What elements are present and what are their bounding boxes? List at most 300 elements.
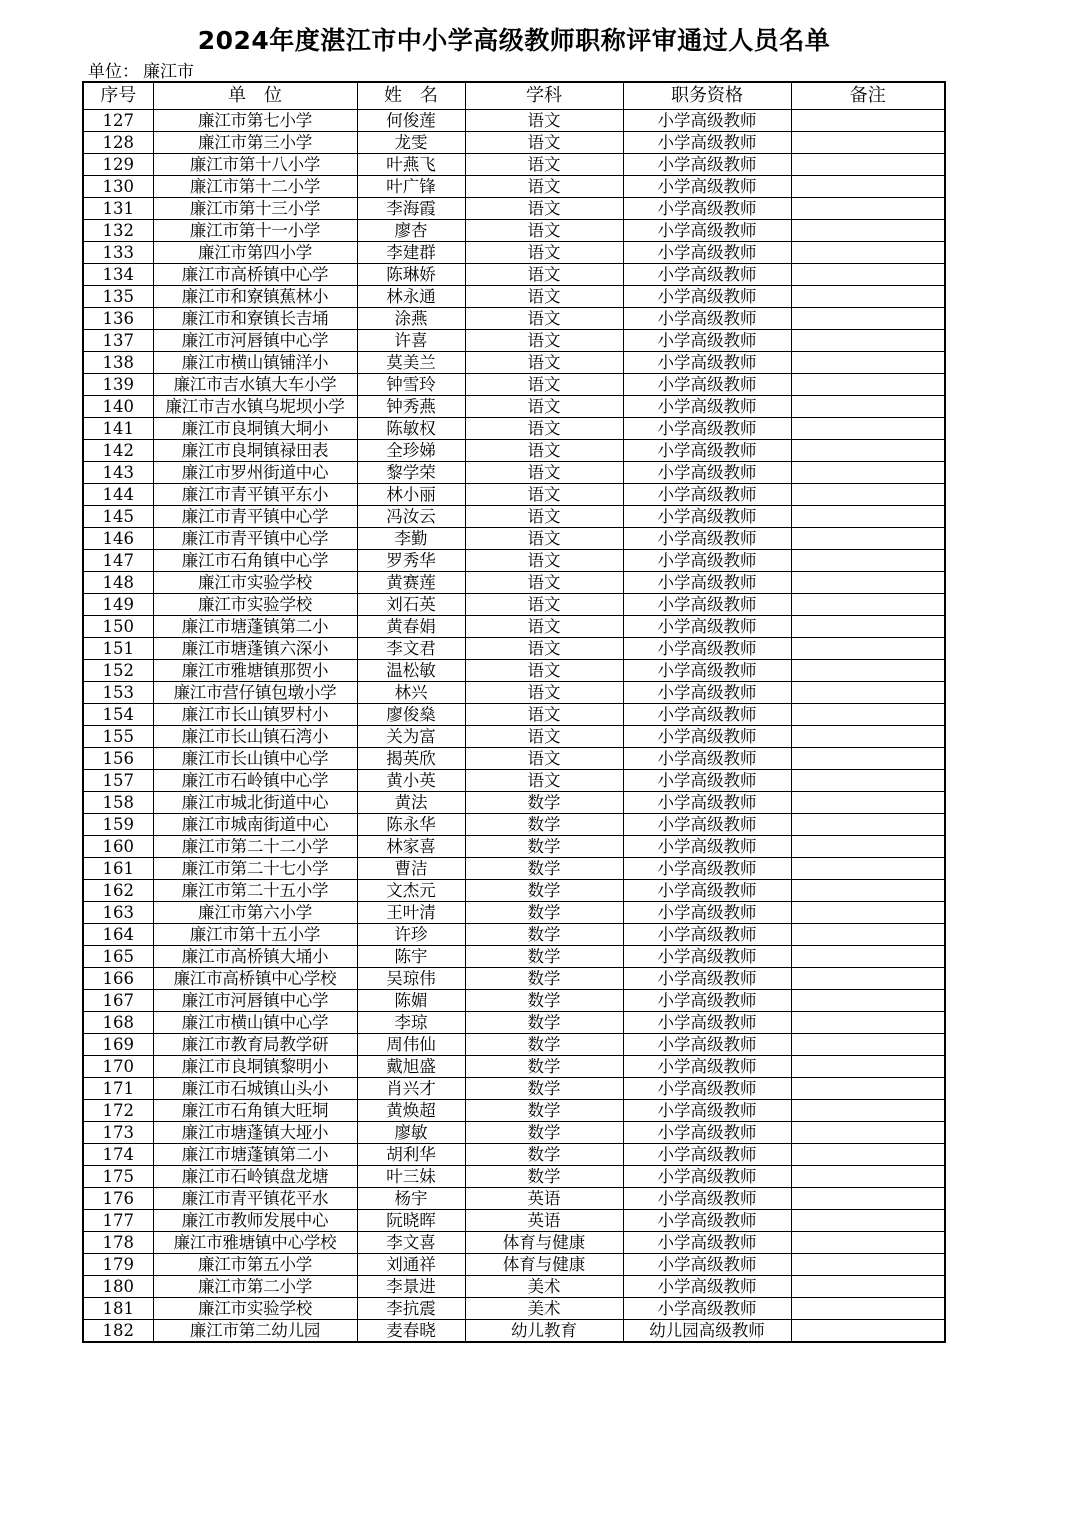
cell-qualification: 小学高级教师 (623, 550, 791, 572)
cell-remarks (791, 1320, 945, 1343)
cell-subject: 数学 (465, 1012, 623, 1034)
cell-remarks (791, 748, 945, 770)
table-row (83, 748, 945, 770)
cell-unit: 廉江市第十二小学 (153, 176, 357, 198)
table-row (83, 418, 945, 440)
table-row (83, 1210, 945, 1232)
table-row (83, 330, 945, 352)
cell-subject: 体育与健康 (465, 1232, 623, 1254)
cell-qualification: 小学高级教师 (623, 528, 791, 550)
cell-name: 温松敏 (357, 660, 465, 682)
cell-qualification: 小学高级教师 (623, 1166, 791, 1188)
cell-subject: 语文 (465, 242, 623, 264)
cell-unit: 廉江市城南街道中心 (153, 814, 357, 836)
cell-subject: 语文 (465, 616, 623, 638)
cell-qualification: 小学高级教师 (623, 858, 791, 880)
table-row (83, 132, 945, 154)
cell-remarks (791, 1188, 945, 1210)
cell-subject: 语文 (465, 770, 623, 792)
table-row (83, 792, 945, 814)
table-row (83, 198, 945, 220)
cell-qualification: 小学高级教师 (623, 946, 791, 968)
table-row (83, 594, 945, 616)
table-row (83, 396, 945, 418)
cell-unit: 廉江市教育局教学研 (153, 1034, 357, 1056)
cell-seq: 150 (83, 616, 153, 638)
cell-name: 黄小英 (357, 770, 465, 792)
cell-subject: 语文 (465, 286, 623, 308)
cell-unit: 廉江市塘蓬镇第二小 (153, 616, 357, 638)
cell-seq: 155 (83, 726, 153, 748)
roster-body (83, 110, 945, 1343)
cell-qualification: 小学高级教师 (623, 660, 791, 682)
cell-name: 叶燕飞 (357, 154, 465, 176)
cell-qualification: 小学高级教师 (623, 968, 791, 990)
cell-remarks (791, 462, 945, 484)
cell-name: 龙雯 (357, 132, 465, 154)
cell-seq: 171 (83, 1078, 153, 1100)
cell-name: 黄焕超 (357, 1100, 465, 1122)
cell-subject: 语文 (465, 264, 623, 286)
cell-qualification: 小学高级教师 (623, 726, 791, 748)
cell-qualification: 小学高级教师 (623, 902, 791, 924)
cell-subject: 语文 (465, 198, 623, 220)
cell-subject: 数学 (465, 880, 623, 902)
cell-name: 林小丽 (357, 484, 465, 506)
table-row (83, 638, 945, 660)
cell-unit: 廉江市吉水镇乌坭坝小学 (153, 396, 357, 418)
cell-seq: 141 (83, 418, 153, 440)
cell-qualification: 小学高级教师 (623, 1012, 791, 1034)
cell-unit: 廉江市第十一小学 (153, 220, 357, 242)
cell-seq: 174 (83, 1144, 153, 1166)
cell-unit: 廉江市实验学校 (153, 572, 357, 594)
cell-subject: 语文 (465, 374, 623, 396)
cell-unit: 廉江市第四小学 (153, 242, 357, 264)
table-row (83, 286, 945, 308)
cell-seq: 161 (83, 858, 153, 880)
cell-seq: 132 (83, 220, 153, 242)
cell-remarks (791, 440, 945, 462)
cell-subject: 数学 (465, 1100, 623, 1122)
table-row (83, 1100, 945, 1122)
cell-unit: 廉江市高桥镇中心学 (153, 264, 357, 286)
cell-seq: 165 (83, 946, 153, 968)
cell-qualification: 小学高级教师 (623, 1188, 791, 1210)
table-row (83, 858, 945, 880)
cell-seq: 168 (83, 1012, 153, 1034)
cell-name: 廖杏 (357, 220, 465, 242)
cell-name: 王叶清 (357, 902, 465, 924)
cell-qualification: 小学高级教师 (623, 286, 791, 308)
cell-subject: 语文 (465, 418, 623, 440)
table-row (83, 814, 945, 836)
cell-qualification: 小学高级教师 (623, 330, 791, 352)
cell-seq: 156 (83, 748, 153, 770)
cell-remarks (791, 1100, 945, 1122)
cell-name: 吴琼伟 (357, 968, 465, 990)
cell-unit: 廉江市青平镇平东小 (153, 484, 357, 506)
cell-remarks (791, 902, 945, 924)
cell-unit: 廉江市实验学校 (153, 1298, 357, 1320)
cell-seq: 134 (83, 264, 153, 286)
cell-subject: 语文 (465, 440, 623, 462)
cell-unit: 廉江市良垌镇黎明小 (153, 1056, 357, 1078)
cell-seq: 162 (83, 880, 153, 902)
cell-seq: 128 (83, 132, 153, 154)
unit-label: 单位： (88, 62, 139, 82)
cell-remarks (791, 924, 945, 946)
cell-unit: 廉江市横山镇铺洋小 (153, 352, 357, 374)
cell-subject: 语文 (465, 726, 623, 748)
table-row (83, 1232, 945, 1254)
cell-subject: 语文 (465, 308, 623, 330)
cell-remarks (791, 506, 945, 528)
cell-seq: 163 (83, 902, 153, 924)
cell-qualification: 小学高级教师 (623, 154, 791, 176)
cell-name: 李文喜 (357, 1232, 465, 1254)
unit-line (88, 62, 194, 82)
table-row (83, 1122, 945, 1144)
cell-qualification: 小学高级教师 (623, 374, 791, 396)
cell-qualification: 小学高级教师 (623, 572, 791, 594)
cell-name: 叶三妹 (357, 1166, 465, 1188)
cell-remarks (791, 528, 945, 550)
cell-seq: 131 (83, 198, 153, 220)
cell-name: 陈宇 (357, 946, 465, 968)
cell-remarks (791, 308, 945, 330)
cell-name: 全珍娣 (357, 440, 465, 462)
cell-seq: 137 (83, 330, 153, 352)
cell-remarks (791, 242, 945, 264)
cell-qualification: 小学高级教师 (623, 924, 791, 946)
cell-qualification: 小学高级教师 (623, 594, 791, 616)
cell-qualification: 小学高级教师 (623, 220, 791, 242)
cell-subject: 语文 (465, 660, 623, 682)
cell-qualification: 小学高级教师 (623, 506, 791, 528)
cell-unit: 廉江市长山镇中心学 (153, 748, 357, 770)
cell-name: 莫美兰 (357, 352, 465, 374)
cell-name: 李抗震 (357, 1298, 465, 1320)
cell-qualification: 小学高级教师 (623, 418, 791, 440)
header-unit: 单 位 (153, 82, 357, 110)
cell-qualification: 小学高级教师 (623, 110, 791, 132)
cell-remarks (791, 198, 945, 220)
cell-unit: 廉江市第六小学 (153, 902, 357, 924)
table-row (83, 1320, 945, 1343)
cell-unit: 廉江市第三小学 (153, 132, 357, 154)
cell-name: 文杰元 (357, 880, 465, 902)
cell-seq: 139 (83, 374, 153, 396)
cell-seq: 167 (83, 990, 153, 1012)
cell-name: 揭英欣 (357, 748, 465, 770)
cell-seq: 143 (83, 462, 153, 484)
cell-unit: 廉江市横山镇中心学 (153, 1012, 357, 1034)
cell-remarks (791, 550, 945, 572)
cell-unit: 廉江市良垌镇大垌小 (153, 418, 357, 440)
cell-name: 许喜 (357, 330, 465, 352)
cell-remarks (791, 352, 945, 374)
cell-subject: 语文 (465, 110, 623, 132)
cell-subject: 语文 (465, 220, 623, 242)
cell-name: 刘通祥 (357, 1254, 465, 1276)
cell-unit: 廉江市塘蓬镇六深小 (153, 638, 357, 660)
cell-name: 陈琳娇 (357, 264, 465, 286)
cell-qualification: 小学高级教师 (623, 308, 791, 330)
cell-subject: 数学 (465, 902, 623, 924)
cell-unit: 廉江市第十五小学 (153, 924, 357, 946)
cell-remarks (791, 484, 945, 506)
cell-subject: 语文 (465, 638, 623, 660)
cell-unit: 廉江市第二幼儿园 (153, 1320, 357, 1343)
cell-subject: 语文 (465, 550, 623, 572)
cell-qualification: 小学高级教师 (623, 1276, 791, 1298)
table-row (83, 1166, 945, 1188)
cell-name: 刘石英 (357, 594, 465, 616)
table-row (83, 528, 945, 550)
cell-seq: 180 (83, 1276, 153, 1298)
cell-seq: 164 (83, 924, 153, 946)
cell-remarks (791, 814, 945, 836)
cell-qualification: 小学高级教师 (623, 880, 791, 902)
cell-unit: 廉江市吉水镇大车小学 (153, 374, 357, 396)
cell-seq: 136 (83, 308, 153, 330)
cell-subject: 数学 (465, 814, 623, 836)
cell-unit: 廉江市石角镇大旺垌 (153, 1100, 357, 1122)
cell-qualification: 小学高级教师 (623, 682, 791, 704)
cell-remarks (791, 396, 945, 418)
cell-seq: 153 (83, 682, 153, 704)
cell-seq: 157 (83, 770, 153, 792)
cell-qualification: 幼儿园高级教师 (623, 1320, 791, 1343)
document-title: 2024年度湛江市中小学高级教师职称评审通过人员名单 (197, 26, 831, 55)
table-row (83, 1056, 945, 1078)
cell-subject: 数学 (465, 1122, 623, 1144)
cell-name: 李琼 (357, 1012, 465, 1034)
cell-seq: 158 (83, 792, 153, 814)
cell-unit: 廉江市河唇镇中心学 (153, 330, 357, 352)
cell-name: 钟雪玲 (357, 374, 465, 396)
cell-remarks (791, 110, 945, 132)
table-row (83, 902, 945, 924)
table-row (83, 990, 945, 1012)
cell-qualification: 小学高级教师 (623, 1034, 791, 1056)
table-row (83, 550, 945, 572)
cell-remarks (791, 264, 945, 286)
cell-name: 涂燕 (357, 308, 465, 330)
cell-subject: 语文 (465, 396, 623, 418)
cell-subject: 美术 (465, 1298, 623, 1320)
table-row (83, 506, 945, 528)
cell-name: 黄法 (357, 792, 465, 814)
cell-remarks (791, 968, 945, 990)
cell-name: 杨宇 (357, 1188, 465, 1210)
cell-qualification: 小学高级教师 (623, 1254, 791, 1276)
cell-seq: 130 (83, 176, 153, 198)
cell-unit: 廉江市青平镇中心学 (153, 528, 357, 550)
cell-qualification: 小学高级教师 (623, 198, 791, 220)
cell-qualification: 小学高级教师 (623, 352, 791, 374)
cell-seq: 146 (83, 528, 153, 550)
table-row (83, 1034, 945, 1056)
cell-qualification: 小学高级教师 (623, 616, 791, 638)
header-qualification: 职务资格 (623, 82, 791, 110)
cell-remarks (791, 572, 945, 594)
cell-seq: 142 (83, 440, 153, 462)
cell-qualification: 小学高级教师 (623, 440, 791, 462)
cell-seq: 169 (83, 1034, 153, 1056)
cell-subject: 数学 (465, 924, 623, 946)
cell-subject: 语文 (465, 506, 623, 528)
cell-name: 钟秀燕 (357, 396, 465, 418)
cell-seq: 133 (83, 242, 153, 264)
cell-qualification: 小学高级教师 (623, 1078, 791, 1100)
table-row (83, 176, 945, 198)
cell-qualification: 小学高级教师 (623, 836, 791, 858)
table-row (83, 1276, 945, 1298)
cell-unit: 廉江市第十八小学 (153, 154, 357, 176)
cell-seq: 179 (83, 1254, 153, 1276)
cell-seq: 147 (83, 550, 153, 572)
table-row (83, 770, 945, 792)
cell-seq: 172 (83, 1100, 153, 1122)
cell-remarks (791, 836, 945, 858)
cell-unit: 廉江市雅塘镇中心学校 (153, 1232, 357, 1254)
cell-name: 李建群 (357, 242, 465, 264)
cell-seq: 145 (83, 506, 153, 528)
cell-unit: 廉江市青平镇花平水 (153, 1188, 357, 1210)
cell-name: 李文君 (357, 638, 465, 660)
cell-seq: 159 (83, 814, 153, 836)
cell-name: 李海霞 (357, 198, 465, 220)
cell-subject: 数学 (465, 858, 623, 880)
cell-qualification: 小学高级教师 (623, 990, 791, 1012)
cell-seq: 148 (83, 572, 153, 594)
cell-name: 胡利华 (357, 1144, 465, 1166)
header-subject: 学科 (465, 82, 623, 110)
cell-remarks (791, 858, 945, 880)
unit-value: 廉江市 (143, 62, 194, 82)
cell-subject: 英语 (465, 1188, 623, 1210)
table-row (83, 1188, 945, 1210)
header-name: 姓 名 (357, 82, 465, 110)
table-row (83, 1012, 945, 1034)
cell-remarks (791, 1298, 945, 1320)
cell-unit: 廉江市石城镇山头小 (153, 1078, 357, 1100)
table-row (83, 704, 945, 726)
cell-qualification: 小学高级教师 (623, 770, 791, 792)
cell-name: 周伟仙 (357, 1034, 465, 1056)
cell-seq: 135 (83, 286, 153, 308)
table-row (83, 440, 945, 462)
cell-unit: 廉江市罗州街道中心 (153, 462, 357, 484)
roster-table (82, 81, 946, 1343)
table-row (83, 242, 945, 264)
table-row (83, 220, 945, 242)
cell-subject: 语文 (465, 132, 623, 154)
table-row (83, 484, 945, 506)
cell-seq: 127 (83, 110, 153, 132)
cell-name: 陈敏权 (357, 418, 465, 440)
cell-remarks (791, 726, 945, 748)
cell-qualification: 小学高级教师 (623, 748, 791, 770)
cell-unit: 廉江市城北街道中心 (153, 792, 357, 814)
cell-unit: 廉江市第二小学 (153, 1276, 357, 1298)
cell-qualification: 小学高级教师 (623, 1210, 791, 1232)
cell-subject: 体育与健康 (465, 1254, 623, 1276)
cell-qualification: 小学高级教师 (623, 1232, 791, 1254)
cell-qualification: 小学高级教师 (623, 704, 791, 726)
cell-remarks (791, 638, 945, 660)
table-row (83, 374, 945, 396)
cell-qualification: 小学高级教师 (623, 814, 791, 836)
cell-seq: 177 (83, 1210, 153, 1232)
cell-subject: 语文 (465, 572, 623, 594)
cell-name: 关为富 (357, 726, 465, 748)
cell-seq: 138 (83, 352, 153, 374)
cell-unit: 廉江市高桥镇中心学校 (153, 968, 357, 990)
cell-unit: 廉江市良垌镇禄田表 (153, 440, 357, 462)
cell-qualification: 小学高级教师 (623, 1100, 791, 1122)
cell-name: 陈媚 (357, 990, 465, 1012)
cell-seq: 175 (83, 1166, 153, 1188)
cell-unit: 廉江市实验学校 (153, 594, 357, 616)
header-row (83, 82, 945, 110)
cell-remarks (791, 770, 945, 792)
cell-remarks (791, 1034, 945, 1056)
cell-remarks (791, 330, 945, 352)
cell-seq: 149 (83, 594, 153, 616)
table-row (83, 1078, 945, 1100)
cell-name: 麦春晓 (357, 1320, 465, 1343)
cell-qualification: 小学高级教师 (623, 242, 791, 264)
cell-remarks (791, 1144, 945, 1166)
cell-name: 李景进 (357, 1276, 465, 1298)
table-row (83, 264, 945, 286)
cell-remarks (791, 1232, 945, 1254)
cell-subject: 语文 (465, 528, 623, 550)
cell-unit: 廉江市塘蓬镇第二小 (153, 1144, 357, 1166)
cell-qualification: 小学高级教师 (623, 462, 791, 484)
cell-name: 罗秀华 (357, 550, 465, 572)
table-row (83, 946, 945, 968)
table-row (83, 1298, 945, 1320)
cell-seq: 178 (83, 1232, 153, 1254)
cell-unit: 廉江市第七小学 (153, 110, 357, 132)
cell-name: 何俊莲 (357, 110, 465, 132)
table-row (83, 726, 945, 748)
cell-subject: 语文 (465, 704, 623, 726)
cell-remarks (791, 1254, 945, 1276)
cell-unit: 廉江市雅塘镇那贺小 (153, 660, 357, 682)
cell-qualification: 小学高级教师 (623, 1122, 791, 1144)
cell-subject: 语文 (465, 462, 623, 484)
cell-remarks (791, 154, 945, 176)
cell-name: 陈永华 (357, 814, 465, 836)
cell-subject: 幼儿教育 (465, 1320, 623, 1343)
cell-subject: 数学 (465, 968, 623, 990)
cell-subject: 语文 (465, 594, 623, 616)
cell-name: 廖俊燊 (357, 704, 465, 726)
cell-subject: 数学 (465, 1144, 623, 1166)
table-row (83, 836, 945, 858)
cell-seq: 152 (83, 660, 153, 682)
cell-unit: 廉江市河唇镇中心学 (153, 990, 357, 1012)
cell-name: 林家喜 (357, 836, 465, 858)
cell-remarks (791, 1276, 945, 1298)
cell-remarks (791, 418, 945, 440)
cell-unit: 廉江市石角镇中心学 (153, 550, 357, 572)
